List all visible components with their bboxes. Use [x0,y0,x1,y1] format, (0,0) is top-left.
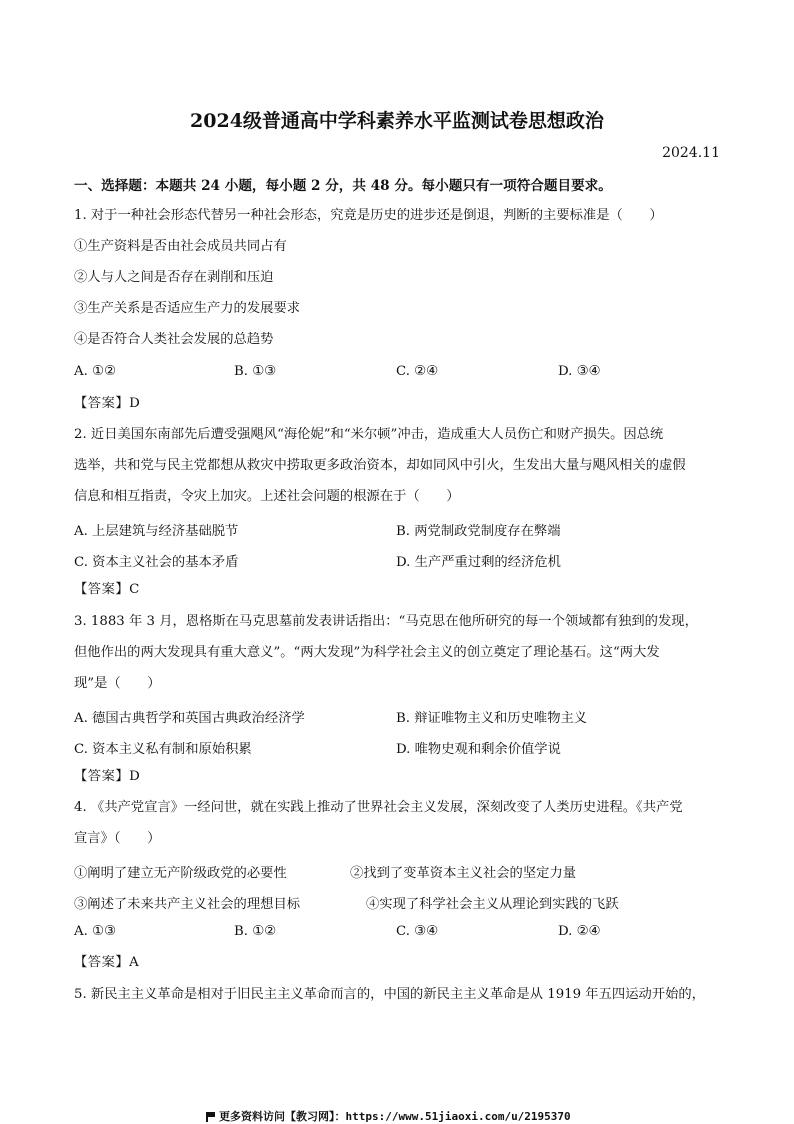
q1-stem: 1. 对于一种社会形态代替另一种社会形态，究竟是历史的进步还是倒退，判断的主要标准是（ ） [74,208,663,223]
q1-option-a: A. ①② [74,364,116,379]
q3-answer: 【答案】D [74,769,141,784]
q4-statement-3: ③阐述了未来共产主义社会的理想目标 [74,897,301,912]
section-heading: 一、选择题：本题共 24 小题，每小题 2 分，共 48 分。每小题只有一项符合题目要求。 [74,178,612,194]
flag-icon [206,1112,215,1121]
q3-option-b: B. 辩证唯物主义和历史唯物主义 [396,711,588,726]
q3-option-a: A. 德国古典哲学和英国古典政治经济学 [74,711,305,726]
q3-option-d: D. 唯物史观和剩余价值学说 [396,742,561,757]
q4-answer: 【答案】A [74,955,140,970]
q4-statement-1: ①阐明了建立无产阶级政党的必要性 [74,866,287,881]
footer-text: 更多资料访问【教习网】：https://www.51jiaoxi.com/u/2195370 [219,1110,571,1123]
q2-option-c: C. 资本主义社会的基本矛盾 [74,555,239,570]
q2-option-b: B. 两党制政党制度存在弊端 [396,524,561,539]
q2-stem-line-3: 信息和相互指责，令灾上加灾。上述社会问题的根源在于（ ） [74,489,460,504]
page-title: 2024级普通高中学科素养水平监测试卷思想政治 [190,110,604,132]
q3-stem-line-3: 现”是（ ） [74,676,161,691]
q2-option-d: D. 生产严重过剩的经济危机 [396,555,561,570]
q1-answer: 【答案】D [74,396,141,411]
q1-statement-2: ②人与人之间是否存在剥削和压迫 [74,270,274,285]
q4-statement-2: ②找到了变革资本主义社会的坚定力量 [350,866,577,881]
q1-option-b: B. ①③ [234,364,277,379]
footer-link[interactable] [206,1108,571,1124]
q1-option-c: C. ②④ [396,364,438,379]
q4-stem-line-1: 4. 《共产党宣言》一经问世，就在实践上推动了世界社会主义发展，深刻改变了人类历史进程。《共产党 [74,800,683,815]
q1-option-d: D. ③④ [558,364,601,379]
q4-statement-4: ④实现了科学社会主义从理论到实践的飞跃 [366,897,619,912]
q3-option-c: C. 资本主义私有制和原始积累 [74,742,252,757]
q3-stem-line-2: 但他作出的两大发现具有重大意义”。“两大发现”为科学社会主义的创立奠定了理论基石。这“两大发 [74,645,660,660]
q4-option-d: D. ②④ [558,924,601,939]
q5-stem-line-1: 5. 新民主主义革命是相对于旧民主主义革命而言的，中国的新民主主义革命是从 1919 年五四运动开始的， [74,987,705,1002]
exam-date: 2024.11 [662,145,720,161]
q1-statement-4: ④是否符合人类社会发展的总趋势 [74,332,274,347]
q4-option-a: A. ①③ [74,924,116,939]
q1-statement-1: ①生产资料是否由社会成员共同占有 [74,239,287,254]
q1-statement-3: ③生产关系是否适应生产力的发展要求 [74,301,301,316]
q3-stem-line-1: 3. 1883 年 3 月，恩格斯在马克思墓前发表讲话指出：“马克思在他所研究的每一个领域都有独到的发现， [74,614,698,629]
q2-option-a: A. 上层建筑与经济基础脱节 [74,524,239,539]
q4-option-c: C. ③④ [396,924,438,939]
q2-stem-line-2: 选举，共和党与民主党都想从救灾中捞取更多政治资本，却如同风中引火，生发出大量与飓风相关的虚假 [74,458,686,473]
q2-answer: 【答案】C [74,582,140,597]
q4-option-b: B. ①② [234,924,277,939]
q4-stem-line-2: 宣言》（ ） [74,831,161,846]
q2-stem-line-1: 2. 近日美国东南部先后遭受强飓风“海伦妮”和“米尔顿”冲击，造成重大人员伤亡和财产损失。因总统 [74,427,664,442]
